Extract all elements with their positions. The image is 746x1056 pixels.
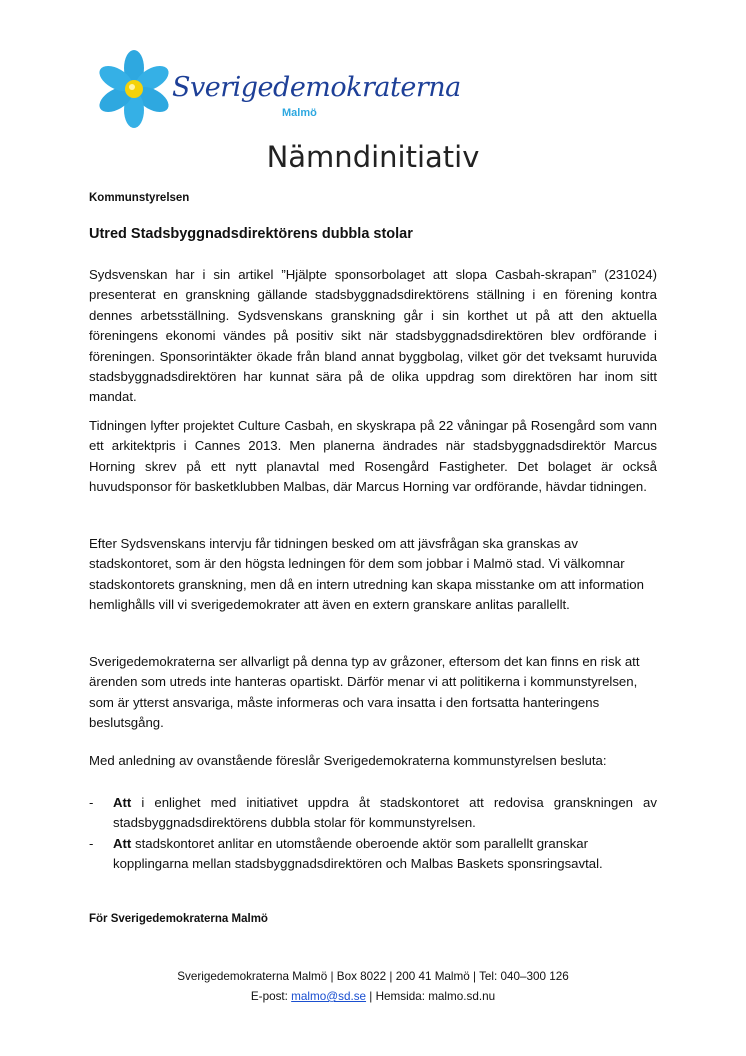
proposal-body: i enlighet med initiativet uppdra åt stadskontoret att redovisa granskningen av stadsbyggnadsdirektörens dubbla stolar för kommunstyrelsen.: [113, 795, 657, 831]
email-label: E-post:: [250, 990, 292, 1003]
proposal-intro: Med anledning av ovanstående föreslår Sverigedemokraterna kommunstyrelsen besluta:: [89, 753, 607, 768]
footer-contact: Sverigedemokraterna Malmö | Box 8022 | 200 41 Malmö | Tel: 040–300 126: [177, 970, 569, 983]
proposal-body: stadskontoret anlitar en utomstående oberoende aktör som parallellt granskar kopplingarna mellan stadsbyggnadsdirektören och Malbas Baskets sponsringsavtal.: [113, 835, 603, 872]
paragraph-4: Sverigedemokraterna ser allvarligt på denna typ av gråzoner, eftersom det kan finns en risk att ärenden som utreds inte hanteras opartiskt. Därför menar vi att politikerna i kommunstyrelsen, som är ytterst ansvariga, måste informeras och vara insatta i den fortsatta hanteringens beslutsgång.: [89, 654, 640, 731]
signoff: För Sverigedemokraterna Malmö: [89, 913, 268, 925]
paragraph-3: Efter Sydsvenskans intervju får tidningen besked om att jävsfrågan ska granskas av stadskontoret, som är den högsta ledningen för dem som jobbar i Malmö stad. Vi välkomnar stadskontorets granskning, men då en intern utredning kan skapa misstanke om att information hemlighålls vill vi sverigedemokrater att även en extern granskare anlitas parallellt.: [89, 536, 644, 613]
recipient: Kommunstyrelsen: [89, 192, 190, 204]
proposal-lead: Att: [113, 795, 132, 810]
blue-anemone-flower-icon: [96, 50, 176, 128]
proposal-text: [113, 834, 657, 875]
email-link[interactable]: malmo@sd.se: [291, 990, 367, 1003]
proposal-list: [89, 793, 657, 875]
list-item: [89, 793, 657, 834]
paragraph-1: Sydsvenskan har i sin artikel ”Hjälpte sponsorbolaget att slopa Casbah-skrapan” (231024) presenterat en granskning gällande stadsbyggnadsdirektörens ställning i en förening kontra dennes arbetsställning. Sydsvenskans granskning går i sin korthet ut på att den aktuella föreningens ekonomi vändes på positiv sikt när stadsbyggnadsdirektören blev ordförande i föreningen. Sponsorintäkter ökade från bland annat byggbolag, vilket gör det tveksamt huruvida stadsbyggnadsdirektören har kunnat sära på de olika uppdrag som direktören har inom sitt mandat.: [89, 267, 657, 405]
website-text: | Hemsida: malmo.sd.nu: [366, 990, 496, 1003]
proposal-lead: Att: [113, 835, 132, 851]
paragraph-2: Tidningen lyfter projektet Culture Casbah, en skyskrapa på 22 våningar på Rosengård som vann ett arkitektpris i Cannes 2013. Men planerna ändrades när stadsbyggnadsdirektör Marcus Horning skrev på ett nytt planavtal med Rosengård Fastigheter. Det bolaget är också huvudsponsor för basketklubben Malbas, där Marcus Horning var ordförande, hävdar tidningen.: [89, 418, 657, 495]
initiative-heading: Utred Stadsbyggnadsdirektörens dubbla stolar: [89, 226, 413, 242]
logo-wordmark: Sverigedemokraterna: [172, 72, 461, 103]
footer: [0, 967, 746, 1007]
document-title: Nämndinitiativ: [266, 140, 480, 174]
proposal-text: [113, 793, 657, 834]
list-item: [89, 834, 657, 875]
bullet-dash: -: [89, 835, 94, 851]
logo-city: Malmö: [282, 107, 317, 119]
footer-web: [0, 987, 746, 1007]
party-logo: [96, 50, 461, 128]
bullet-dash: -: [89, 795, 94, 810]
